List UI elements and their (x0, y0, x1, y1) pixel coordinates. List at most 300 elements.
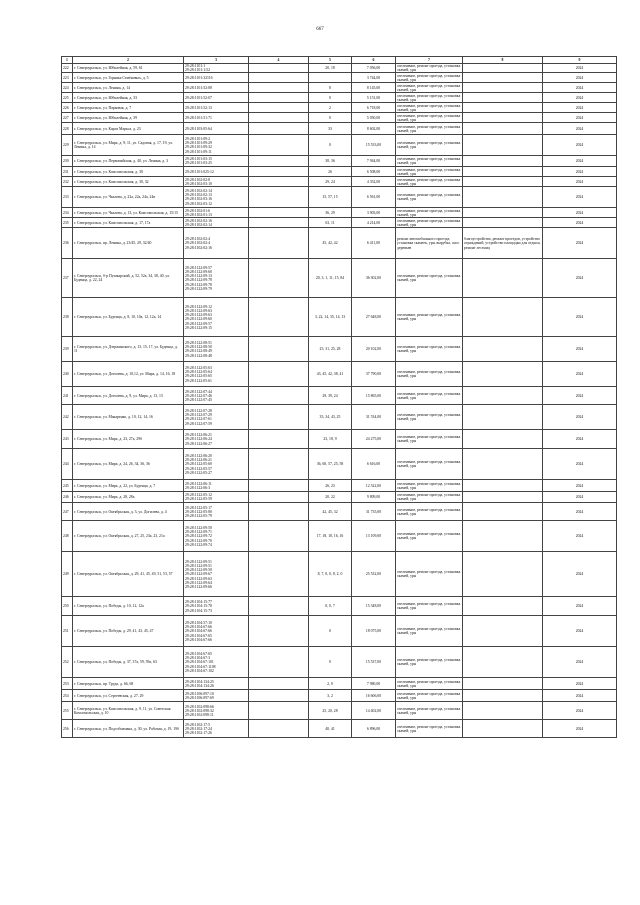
cell-col-5: 3, 22, 14, 35, 14, 13 (309, 298, 352, 337)
cell-cadastral-numbers: 29:28:1101:025:12 (184, 167, 249, 177)
cell-works: озеленение, ремонт проезда, установка скамей, урн (396, 135, 463, 156)
cell-area: 20 102,00 (352, 337, 396, 362)
cell-works: озеленение, ремонт проезда, установка скамей, урн (396, 73, 463, 83)
cell-area: 6 508,00 (352, 167, 396, 177)
cell-address: г. Североуральск, ул. Комсомольская, д. 17, 17а (73, 218, 184, 228)
cell-works: озеленение, ремонт проезда, установка скамей, урн (396, 123, 463, 135)
cell-address: г. Североуральск, ул. Подсобпамана, д. 30, ул. Рабочая, д. 19, 19б (73, 720, 184, 738)
table-body (62, 64, 617, 738)
cell-extra-works (463, 492, 543, 503)
cell-address: г. Североуральск, б-р Пушкарский, д. 52, 52а, 34, 38, 40, ул. Буденца, д. 22, 24 (73, 259, 184, 298)
table-row (62, 597, 617, 616)
cell-cadastral-numbers: 29:28:1122:05:63 29:28:1122:05:64 29:28:1122:05:65 29:28:1122:05:61 (184, 362, 249, 387)
cell-extra-works (463, 218, 543, 228)
cell-col-4 (249, 218, 309, 228)
cell-col-5: 8 (309, 83, 352, 93)
cell-extra-works (463, 103, 543, 113)
cell-area: 31 735,00 (352, 503, 396, 521)
cell-row-number: 232 (62, 177, 73, 187)
cell-works: озеленение, ремонт проезда, установка скамей, урн (396, 702, 463, 720)
cell-row-number: 252 (62, 647, 73, 678)
cell-year: 2024 (543, 156, 617, 167)
cell-col-4 (249, 521, 309, 552)
cell-row-number: 251 (62, 616, 73, 647)
cell-year: 2024 (543, 177, 617, 187)
table-row (62, 218, 617, 228)
cell-col-5: 0, 0, 7 (309, 597, 352, 616)
cell-cadastral-numbers: 29:28:1102:17:5 29:28:1102:17:24 29:28:1102:17:26 (184, 720, 249, 738)
cell-area: 31 534,00 (352, 405, 396, 430)
cell-col-5: 3, 2 (309, 690, 352, 702)
cell-row-number: 234 (62, 208, 73, 218)
cell-cadastral-numbers: 29:28:1101:52:13 (184, 103, 249, 113)
table-row (62, 298, 617, 337)
cell-address: г. Североуральск, ул. Мира, д. 23, 27а, 29б (73, 430, 184, 449)
cell-extra-works (463, 405, 543, 430)
cell-row-number: 237 (62, 259, 73, 298)
table-row (62, 616, 617, 647)
cell-col-5: 0 (309, 616, 352, 647)
cell-col-4 (249, 64, 309, 73)
table-row (62, 720, 617, 738)
cell-address: г. Североуральск, ул. Комсомольская, д. 30 (73, 167, 184, 177)
cell-works: озеленение, ремонт проезда, установка скамей, урн (396, 218, 463, 228)
cell-cadastral-numbers: 29:28:1101:1 29:28:1101:1:52 (184, 64, 249, 73)
cell-address: г. Североуральск, ул. Юбилейная, д. 59, 61 (73, 64, 184, 73)
cell-row-number: 241 (62, 387, 73, 405)
cell-area: 5 050,00 (352, 113, 396, 123)
cell-col-4 (249, 597, 309, 616)
cell-extra-works (463, 73, 543, 83)
cell-area: 5 151,00 (352, 93, 396, 103)
cell-area: 27 648,00 (352, 298, 396, 337)
cell-cadastral-numbers: 29:28:1122:06:11 29:28:1122:06:3 (184, 480, 249, 492)
cell-cadastral-numbers: 29:28:1122:05:17 29:28:1122:05:80 29:28:1122:05:79 (184, 503, 249, 521)
cell-address: г. Североуральск, ул. Первомайская, д. 40, ул. Ленина, д. 3 (73, 156, 184, 167)
cell-year: 2024 (543, 73, 617, 83)
cell-col-4 (249, 83, 309, 93)
cell-area: 18 075,00 (352, 616, 396, 647)
cell-address: г. Североуральск, ул. Победы, д. 37, 37а, 59, 59а, 63 (73, 647, 184, 678)
cell-row-number: 233 (62, 187, 73, 208)
cell-extra-works: благоустройство, ремонт проездов, устройство ограждений, устройство площадки для отдыха, ремонт лестниц (463, 228, 543, 259)
cell-works: озеленение, ремонт проезда, установка скамей, урн (396, 64, 463, 73)
cell-row-number: 223 (62, 73, 73, 83)
cell-col-5: 25, 20, 28 (309, 702, 352, 720)
cell-year: 2024 (543, 647, 617, 678)
cell-works: озеленение, ремонт проезда, установка скамей, урн (396, 208, 463, 218)
cell-col-5: 20, 3, 1, 11, 15, 84 (309, 259, 352, 298)
cell-works: озеленение, ремонт проезда, установка скамей, урн (396, 597, 463, 616)
cell-col-5: 42, 45, 32 (309, 503, 352, 521)
cell-area: 6 616,00 (352, 449, 396, 480)
cell-address: г. Североуральск, ул. Юбилейная, д. 33 (73, 93, 184, 103)
cell-address: г. Североуральск, ул. Мира, д. 28, 28а (73, 492, 184, 503)
cell-address: г. Североуральск, ул. Ленина, д. 14 (73, 83, 184, 93)
cell-area: 12 522,00 (352, 480, 396, 492)
cell-col-5: 23, 18, 9 (309, 430, 352, 449)
cell-col-5: 40, 41 (309, 720, 352, 738)
cell-col-4 (249, 362, 309, 387)
cell-col-4 (249, 387, 309, 405)
cell-works: озеленение, ремонт проезда, установка скамей, урн (396, 93, 463, 103)
table-row (62, 177, 617, 187)
cell-row-number: 244 (62, 449, 73, 480)
cell-col-4 (249, 678, 309, 690)
cell-area: 7 944,00 (352, 156, 396, 167)
cell-extra-works (463, 177, 543, 187)
table-row (62, 430, 617, 449)
cell-works: озеленение, ремонт проезда, установка скамей, урн (396, 103, 463, 113)
cell-works: озеленение, ремонт проезда, установка скамей, урн (396, 362, 463, 387)
cell-col-4 (249, 702, 309, 720)
cell-address: г. Североуральск, ул. Сергеевская, д. 27, 29 (73, 690, 184, 702)
cell-works: озеленение, ремонт проезда, установка скамей, урн (396, 503, 463, 521)
cell-col-4 (249, 177, 309, 187)
cell-area: 6 718,00 (352, 103, 396, 113)
cell-year: 2024 (543, 430, 617, 449)
cell-col-4 (249, 123, 309, 135)
cell-col-4 (249, 405, 309, 430)
cell-col-4 (249, 135, 309, 156)
cell-year: 2024 (543, 135, 617, 156)
cell-area: 16 606,00 (352, 690, 396, 702)
cell-address: г. Североуральск, ул. Октябрьская, д. 29, 41, 45, 49, 51, 53, 57 (73, 552, 184, 597)
cell-address: г. Североуральск, пр. Ленина, д. 23/45, 29, 32/40 (73, 228, 184, 259)
cell-works: озеленение, ремонт проезда, установка скамей, урн (396, 337, 463, 362)
cell-row-number: 240 (62, 362, 73, 387)
cell-col-5: 15, 57, 15 (309, 187, 352, 208)
cell-works: озеленение, ремонт проезда, установка скамей, урн (396, 552, 463, 597)
table-row (62, 167, 617, 177)
cell-works: озеленение, ремонт проезда, установка скамей, урн (396, 83, 463, 93)
header-col-8: 8 (463, 57, 543, 64)
cell-cadastral-numbers: 29:28:1122:08:51 29:28:1122:08:50 29:28:1122:08:49 29:28:1122:08:48 (184, 337, 249, 362)
cell-cadastral-numbers: 29:28:1102:02:4 29:28:1102:02:4 29:28:1102:02:16 (184, 228, 249, 259)
cell-cadastral-numbers: 29:28:1102:02:16 29:28:1102:02:14 (184, 218, 249, 228)
table-row (62, 208, 617, 218)
cell-col-5: 20, 18 (309, 64, 352, 73)
cell-col-5: 0 (309, 647, 352, 678)
cell-col-5: 20, 22 (309, 492, 352, 503)
cell-address: г. Североуральск, ул. Чкалова, д. 13, ул. Комсомольская, д. 15/15 (73, 208, 184, 218)
cell-works: озеленение, ремонт проезда, установка скамей, урн (396, 690, 463, 702)
cell-area: 15 348,00 (352, 597, 396, 616)
cell-extra-works (463, 616, 543, 647)
cell-row-number: 243 (62, 430, 73, 449)
cell-extra-works (463, 480, 543, 492)
table-row (62, 187, 617, 208)
cell-row-number: 225 (62, 93, 73, 103)
cell-extra-works (463, 430, 543, 449)
cell-cadastral-numbers: 29:28:1122:09:50 29:28:1122:09:71 29:28:1122:09:72 29:28:1122:09:70 29:28:1122:09:74 (184, 521, 249, 552)
cell-col-5: 17, 18, 18, 16, 16 (309, 521, 352, 552)
cell-col-5: 2 (309, 103, 352, 113)
cell-cadastral-numbers: 29:28:1122:05:12 29:28:1122:05:59 (184, 492, 249, 503)
cell-year: 2024 (543, 387, 617, 405)
cell-address: г. Североуральск, ул. Макаренко, д. 10, 12, 14, 16 (73, 405, 184, 430)
cell-col-4 (249, 430, 309, 449)
table-row (62, 113, 617, 123)
table-row (62, 678, 617, 690)
cell-works: озеленение, ремонт проезда, установка скамей, урн (396, 480, 463, 492)
cell-col-4 (249, 492, 309, 503)
cell-area: 7 980,00 (352, 678, 396, 690)
cell-year: 2024 (543, 103, 617, 113)
cell-row-number: 239 (62, 337, 73, 362)
cell-row-number: 245 (62, 480, 73, 492)
cell-address: г. Североуральск, ул. Чкалова, д. 22а, 22а, 24а, 24в (73, 187, 184, 208)
cell-cadastral-numbers: 29:28:1101:32116 (184, 73, 249, 83)
cell-col-5: 0 (309, 93, 352, 103)
header-col-1: 1 (62, 57, 73, 64)
cell-year: 2024 (543, 720, 617, 738)
cell-cadastral-numbers: 29:28:1122:07:44 29:28:1122:07:46 29:28:1122:07:45 (184, 387, 249, 405)
table-row (62, 362, 617, 387)
table-row (62, 64, 617, 73)
cell-works: озеленение, ремонт проезда, установка скамей, урн (396, 678, 463, 690)
cell-col-5: 29, 39, 24 (309, 387, 352, 405)
cell-area: 4 352,00 (352, 177, 396, 187)
cell-col-4 (249, 208, 309, 218)
cell-extra-works (463, 113, 543, 123)
cell-extra-works (463, 64, 543, 73)
header-col-9: 9 (543, 57, 617, 64)
cell-col-4 (249, 73, 309, 83)
cell-extra-works (463, 720, 543, 738)
table-row (62, 690, 617, 702)
header-col-6: 6 (352, 57, 396, 64)
cell-year: 2024 (543, 218, 617, 228)
cell-address: г. Североуральск, ул. Комсомольская, д. 9, 11, ул. Советская Комсомольская, д. 10 (73, 702, 184, 720)
cell-year: 2024 (543, 616, 617, 647)
cell-col-5: 33 (309, 123, 352, 135)
cell-area: 36 302,00 (352, 259, 396, 298)
cell-address: г. Североуральск, ул. Юбилейная, д. 39 (73, 113, 184, 123)
cell-cadastral-numbers: 29:28:1122:07:28 29:28:1122:07:29 29:28:1122:07:61 29:28:1122:07:59 (184, 405, 249, 430)
table-row (62, 156, 617, 167)
table-row (62, 702, 617, 720)
cell-row-number: 253 (62, 678, 73, 690)
cell-col-4 (249, 337, 309, 362)
cell-col-4 (249, 449, 309, 480)
cell-col-5: 29, 24 (309, 177, 352, 187)
cell-address: г. Североуральск, ул. Карла Маркса, д. 23 (73, 123, 184, 135)
table-row (62, 521, 617, 552)
cell-works: озеленение, ремонт проезда, установка скамей, урн (396, 405, 463, 430)
table-row (62, 405, 617, 430)
cell-cadastral-numbers: 29:28:1122:09:57 29:28:1122:09:60 29:28:1122:09:13 29:28:1122:09:78 29:28:1122:09:78 29:28:1122:09:79 (184, 259, 249, 298)
table-row (62, 387, 617, 405)
cell-row-number: 226 (62, 103, 73, 113)
cell-extra-works (463, 156, 543, 167)
table-row (62, 123, 617, 135)
cell-col-5: 36, 60, 57, 25, 58 (309, 449, 352, 480)
cell-works: озеленение, ремонт проезда, установка скамей, урн (396, 492, 463, 503)
table-row (62, 73, 617, 83)
table-row (62, 492, 617, 503)
cell-extra-works (463, 362, 543, 387)
cell-area: 8 145,00 (352, 83, 396, 93)
cell-address: г. Североуральск, ул. Комсомольская, д. 30, 32 (73, 177, 184, 187)
table-row (62, 103, 617, 113)
cell-area: 7 056,00 (352, 64, 396, 73)
cell-col-5 (309, 73, 352, 83)
cell-cadastral-numbers: 29:28:1104:15:77 29:28:1104:15:78 29:28:1104:15:73 (184, 597, 249, 616)
cell-works: озеленение, ремонт проезда, установка скамей, урн (396, 156, 463, 167)
cell-year: 2024 (543, 228, 617, 259)
cell-address: г. Североуральск, ул. Горняка Семёновых, д. 5 (73, 73, 184, 83)
cell-col-5: 25, 31, 25, 28 (309, 337, 352, 362)
cell-address: г. Североуральск, ул. Победы, д. 29, 41, 43, 45, 47 (73, 616, 184, 647)
cell-extra-works (463, 123, 543, 135)
table-row (62, 480, 617, 492)
cell-area: 6 561,00 (352, 187, 396, 208)
cell-works: ремонт автомобильного проезда, установка скамеек, урн, вырубка, снос деревьев (396, 228, 463, 259)
cell-col-5: 43, 45, 42, 38, 41 (309, 362, 352, 387)
table-row (62, 259, 617, 298)
cell-row-number: 222 (62, 64, 73, 73)
cell-address: г. Североуральск, ул. Мира, д. 22, ул. Буденца, д. 7 (73, 480, 184, 492)
cell-row-number: 247 (62, 503, 73, 521)
cell-extra-works (463, 647, 543, 678)
cell-year: 2024 (543, 167, 617, 177)
cell-row-number: 256 (62, 720, 73, 738)
cell-row-number: 254 (62, 690, 73, 702)
cell-row-number: 227 (62, 113, 73, 123)
cell-extra-works (463, 503, 543, 521)
cell-extra-works (463, 597, 543, 616)
cell-cadastral-numbers: 29:28:1102:02:14 29:28:1102:02:13 29:28:1102:03:16 29:28:1102:03:12 (184, 187, 249, 208)
cell-address: г. Североуральск, пр. Труда, д. 66, 68 (73, 678, 184, 690)
cell-address: г. Североуральск, ул. Дзержинского, д. 13, 15, 17, ул. Буденца, д. 11 (73, 337, 184, 362)
cell-year: 2024 (543, 405, 617, 430)
cell-cadastral-numbers: 29:28:1122:09:51 29:28:1122:09:51 29:28:1122:09:50 29:28:1122:09:67 29:28:1122:09:63 29:28:1122:09:64 29:28:1122:09:66 (184, 552, 249, 597)
cell-year: 2024 (543, 678, 617, 690)
header-col-5: 5 (309, 57, 352, 64)
header-col-3: 3 (184, 57, 249, 64)
cell-year: 2024 (543, 362, 617, 387)
cell-cadastral-numbers: 29:28:1106:097:10 29:28:1106:097:69 (184, 690, 249, 702)
table-row (62, 647, 617, 678)
cell-extra-works (463, 521, 543, 552)
cell-extra-works (463, 552, 543, 597)
cell-extra-works (463, 702, 543, 720)
cell-address: г. Североуральск, ул. Парковая, д. 7 (73, 103, 184, 113)
cell-cadastral-numbers: 29:28:1102:02:8 29:28:1102:03:10 (184, 177, 249, 187)
cell-address: г. Североуральск, ул. Октябрьская, д. 27, 25, 23а, 23, 21а (73, 521, 184, 552)
cell-year: 2024 (543, 552, 617, 597)
cell-row-number: 224 (62, 83, 73, 93)
cell-col-4 (249, 552, 309, 597)
address-table (61, 56, 617, 738)
cell-row-number: 249 (62, 552, 73, 597)
cell-extra-works (463, 167, 543, 177)
cell-cadastral-numbers: 29:28:1122:06:21 29:28:1122:06:24 29:28:1122:06:27 (184, 430, 249, 449)
cell-cadastral-numbers: 29:28:1102:01:6 29:28:1102:01:13 (184, 208, 249, 218)
cell-row-number: 250 (62, 597, 73, 616)
cell-works: озеленение, ремонт проезда, установка скамей, урн (396, 449, 463, 480)
cell-extra-works (463, 387, 543, 405)
cell-extra-works (463, 187, 543, 208)
cell-area: 15 533,00 (352, 135, 396, 156)
cell-extra-works (463, 259, 543, 298)
cell-year: 2024 (543, 337, 617, 362)
cell-address: г. Североуральск, ул. Мира, д. 9, 11, ул. Садовая, д. 17, 19, ул. Ленина, д. 14 (73, 135, 184, 156)
cell-year: 2024 (543, 298, 617, 337)
cell-col-4 (249, 113, 309, 123)
cell-year: 2024 (543, 83, 617, 93)
cell-area: 15 537,00 (352, 647, 396, 678)
cell-row-number: 255 (62, 702, 73, 720)
table-row (62, 135, 617, 156)
cell-row-number: 238 (62, 298, 73, 337)
cell-cadastral-numbers: 29:28:1103:05:64 (184, 123, 249, 135)
cell-year: 2024 (543, 597, 617, 616)
cell-col-4 (249, 167, 309, 177)
cell-col-5: 45, 42, 42 (309, 228, 352, 259)
cell-address: г. Североуральск, ул. Догилева, д. 9, ул. Мира, д. 13, 15 (73, 387, 184, 405)
cell-address: г. Североуральск, ул. Буденца, д. 8, 10, 10а, 12, 12а, 14 (73, 298, 184, 337)
cell-year: 2024 (543, 208, 617, 218)
cell-area: 13 109,00 (352, 521, 396, 552)
cell-cadastral-numbers: 29:28:1101:09:2 29:28:1101:09:29 29:28:1101:09:32 29:28:1101:09:11 (184, 135, 249, 156)
cell-col-4 (249, 103, 309, 113)
cell-year: 2024 (543, 702, 617, 720)
cell-cadastral-numbers: 29:28:1101:03:15 29:28:1101:03:25 (184, 156, 249, 167)
cell-extra-works (463, 83, 543, 93)
cell-col-4 (249, 187, 309, 208)
cell-row-number: 230 (62, 156, 73, 167)
cell-address: г. Североуральск, ул. Октябрьская, д. 3, ул. Догилева, д. 4 (73, 503, 184, 521)
cell-col-4 (249, 298, 309, 337)
table-row (62, 337, 617, 362)
cell-col-5: 38, 36 (309, 156, 352, 167)
cell-year: 2024 (543, 64, 617, 73)
table-row (62, 93, 617, 103)
cell-area: 6 411,00 (352, 228, 396, 259)
cell-col-5: 8, 7, 0, 0, 8, 2, 0 (309, 552, 352, 597)
cell-year: 2024 (543, 480, 617, 492)
cell-col-5: 2, 0 (309, 678, 352, 690)
cell-works: озеленение, ремонт проезда, установка скамей, урн (396, 430, 463, 449)
cell-area: 25 532,00 (352, 552, 396, 597)
cell-address: г. Североуральск, ул. Победы, д. 10, 12, 12а (73, 597, 184, 616)
cell-cadastral-numbers: 29:28:1101:52:07 (184, 93, 249, 103)
cell-works: озеленение, ремонт проезда, установка скамей, урн (396, 720, 463, 738)
cell-area: 14 402,00 (352, 702, 396, 720)
cell-year: 2024 (543, 123, 617, 135)
cell-col-4 (249, 93, 309, 103)
cell-cadastral-numbers: 29:28:1122:06:20 29:28:1122:06:21 29:28:1122:05:60 29:28:1122:05:57 29:28:1122:05:27 (184, 449, 249, 480)
cell-row-number: 248 (62, 521, 73, 552)
cell-extra-works (463, 135, 543, 156)
cell-row-number: 235 (62, 218, 73, 228)
cell-area: 24 275,00 (352, 430, 396, 449)
cell-row-number: 242 (62, 405, 73, 430)
table-row (62, 503, 617, 521)
page-number: 667 (316, 27, 324, 32)
cell-works: озеленение, ремонт проезда, установка скамей, урн (396, 259, 463, 298)
cell-address: г. Североуральск, ул. Мира, д. 24, 26, 34, 36, 36 (73, 449, 184, 480)
cell-works: озеленение, ремонт проезда, установка скамей, урн (396, 177, 463, 187)
cell-area: 4 214,00 (352, 218, 396, 228)
cell-col-4 (249, 503, 309, 521)
cell-row-number: 229 (62, 135, 73, 156)
table-row (62, 449, 617, 480)
cell-col-5: 0 (309, 135, 352, 156)
cell-year: 2024 (543, 521, 617, 552)
